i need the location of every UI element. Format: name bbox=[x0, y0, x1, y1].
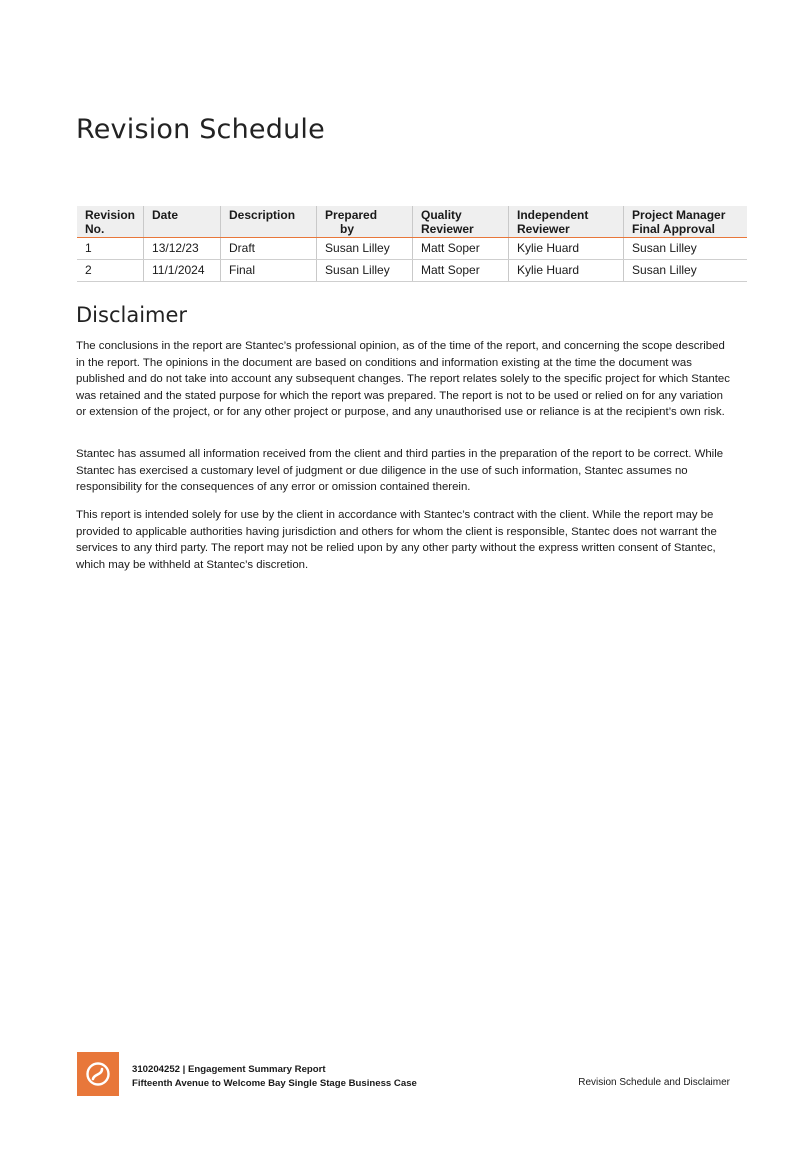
disclaimer-paragraph-3: This report is intended solely for use by the client in accordance with Stantec’s contract with the client. While the report may be provided to applicable authorities having jurisdiction and others for whom the client is responsible, Stantec does not warrant the services to any third party. The report may not be relied upon by any other party without the express written consent of Stantec, which may be withheld at Stantec’s discretion. bbox=[76, 509, 717, 571]
table-header-row bbox=[77, 206, 747, 238]
cell-date: 13/12/23 bbox=[144, 238, 221, 260]
footer-project-name: Fifteenth Avenue to Welcome Bay Single Stage Business Case bbox=[132, 1078, 417, 1089]
stantec-logo-icon bbox=[77, 1052, 119, 1096]
table-row bbox=[77, 238, 747, 260]
column-header-independent-reviewer: Independent Reviewer bbox=[509, 206, 624, 238]
footer-report-info bbox=[132, 1063, 417, 1091]
column-header-project-manager: Project Manager Final Approval bbox=[624, 206, 747, 238]
cell-independent-reviewer: Kylie Huard bbox=[509, 260, 624, 282]
cell-revision-no: 2 bbox=[77, 260, 144, 282]
page-title: Revision Schedule bbox=[76, 114, 325, 145]
table-row bbox=[77, 260, 747, 282]
column-header-prepared-by: Prepared by bbox=[317, 206, 413, 238]
cell-project-manager: Susan Lilley bbox=[624, 260, 747, 282]
revision-table bbox=[77, 206, 747, 282]
cell-quality-reviewer: Matt Soper bbox=[413, 238, 509, 260]
cell-revision-no: 1 bbox=[77, 238, 144, 260]
cell-independent-reviewer: Kylie Huard bbox=[509, 238, 624, 260]
column-header-description: Description bbox=[221, 206, 317, 238]
footer-report-number: 310204252 | Engagement Summary Report bbox=[132, 1064, 326, 1075]
column-header-quality-reviewer: Quality Reviewer bbox=[413, 206, 509, 238]
disclaimer-paragraph-2: Stantec has assumed all information received from the client and third parties in the preparation of the report to be correct. While Stantec has exercised a customary level of judgment or due diligence in the use of such information, Stantec assumes no responsibility for the consequences of any error or omission contained therein. bbox=[76, 448, 724, 494]
cell-description: Final bbox=[221, 260, 317, 282]
cell-prepared-by: Susan Lilley bbox=[317, 260, 413, 282]
column-header-date: Date bbox=[144, 206, 221, 238]
column-header-revision-no: Revision No. bbox=[77, 206, 144, 238]
footer-section-name: Revision Schedule and Disclaimer bbox=[578, 1077, 730, 1088]
disclaimer-paragraph-1: The conclusions in the report are Stantec’s professional opinion, as of the time of the report, and concerning the scope described in the report. The opinions in the document are based on conditions and information existing at the time the document was published and do not take into account any subsequent changes. The report relates solely to the specific project for which Stantec was retained and the stated purpose for which the report was prepared. The report is not to be used or relied on for any variation or extension of the project, or for any other project or purpose, and any unauthorised use or reliance is at the recipient’s own risk. bbox=[76, 340, 730, 419]
cell-description: Draft bbox=[221, 238, 317, 260]
cell-date: 11/1/2024 bbox=[144, 260, 221, 282]
cell-project-manager: Susan Lilley bbox=[624, 238, 747, 260]
cell-prepared-by: Susan Lilley bbox=[317, 238, 413, 260]
cell-quality-reviewer: Matt Soper bbox=[413, 260, 509, 282]
disclaimer-title: Disclaimer bbox=[76, 303, 188, 327]
